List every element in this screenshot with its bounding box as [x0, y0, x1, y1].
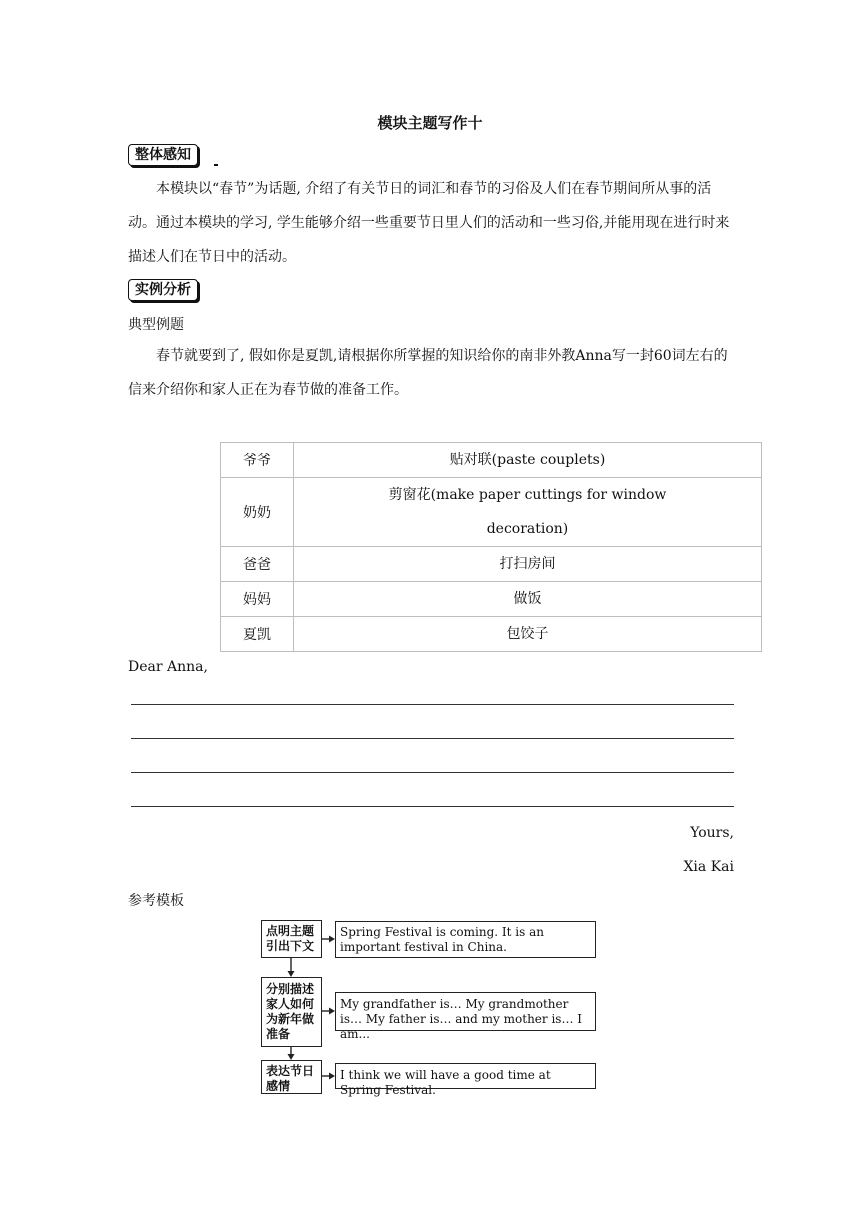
table-row — [221, 617, 762, 652]
table-row — [221, 443, 762, 478]
table-cell-task: 贴对联(paste couplets) — [294, 443, 762, 478]
flow-label-describe: 分别描述家人如何为新年做准备 — [261, 977, 322, 1047]
flow-label-intro: 点明主题引出下文 — [261, 920, 322, 958]
section-badge-example: 实例分析 — [128, 279, 198, 301]
example-prompt: 春节就要到了, 假如你是夏凯,请根据你所掌握的知识给你的南非外教Anna写一封60词左右的信来介绍你和家人正在为春节做的准备工作。 — [128, 348, 728, 398]
flow-arrows — [258, 916, 600, 1096]
flow-content-feeling: I think we will have a good time at Spring Festival. — [335, 1063, 596, 1089]
page-title: 模块主题写作十 — [377, 114, 483, 132]
letter-greeting: Dear Anna, — [128, 659, 208, 675]
flow-content-intro: Spring Festival is coming. It is an important festival in China. — [335, 921, 596, 958]
writing-line — [131, 806, 734, 807]
table-cell-person: 奶奶 — [221, 478, 294, 547]
preparation-table — [220, 442, 762, 652]
table-row — [221, 547, 762, 582]
writing-line — [131, 772, 734, 773]
writing-line — [131, 738, 734, 739]
table-cell-task: 剪窗花(make paper cuttings for window decoration) — [294, 478, 762, 547]
table-cell-person: 爷爷 — [221, 443, 294, 478]
table-cell-task: 做饭 — [294, 582, 762, 617]
table-row — [221, 478, 762, 547]
badge-underline — [214, 164, 218, 166]
section-badge-overview: 整体感知 — [128, 144, 198, 166]
flow-label-feeling: 表达节日感情 — [261, 1060, 322, 1094]
table-cell-task: 包饺子 — [294, 617, 762, 652]
template-heading: 参考模板 — [128, 893, 184, 909]
table-cell-person: 妈妈 — [221, 582, 294, 617]
writing-line — [131, 704, 734, 705]
flow-content-describe: My grandfather is… My grandmother is… My father is… and my mother is… I am... — [335, 992, 596, 1031]
table-cell-person: 夏凯 — [221, 617, 294, 652]
letter-signature: Xia Kai — [683, 859, 734, 875]
table-cell-task: 打扫房间 — [294, 547, 762, 582]
table-cell-person: 爸爸 — [221, 547, 294, 582]
template-flowchart — [258, 916, 600, 1096]
table-row — [221, 582, 762, 617]
letter-closing: Yours, — [690, 825, 734, 841]
example-subheading: 典型例题 — [128, 317, 184, 333]
overview-paragraph: 本模块以“春节”为话题, 介绍了有关节日的词汇和春节的习俗及人们在春节期间所从事的活动。通过本模块的学习, 学生能够介绍一些重要节日里人们的活动和一些习俗,并能用现在进行时来描述人们在节日中的活动。 — [128, 181, 730, 265]
